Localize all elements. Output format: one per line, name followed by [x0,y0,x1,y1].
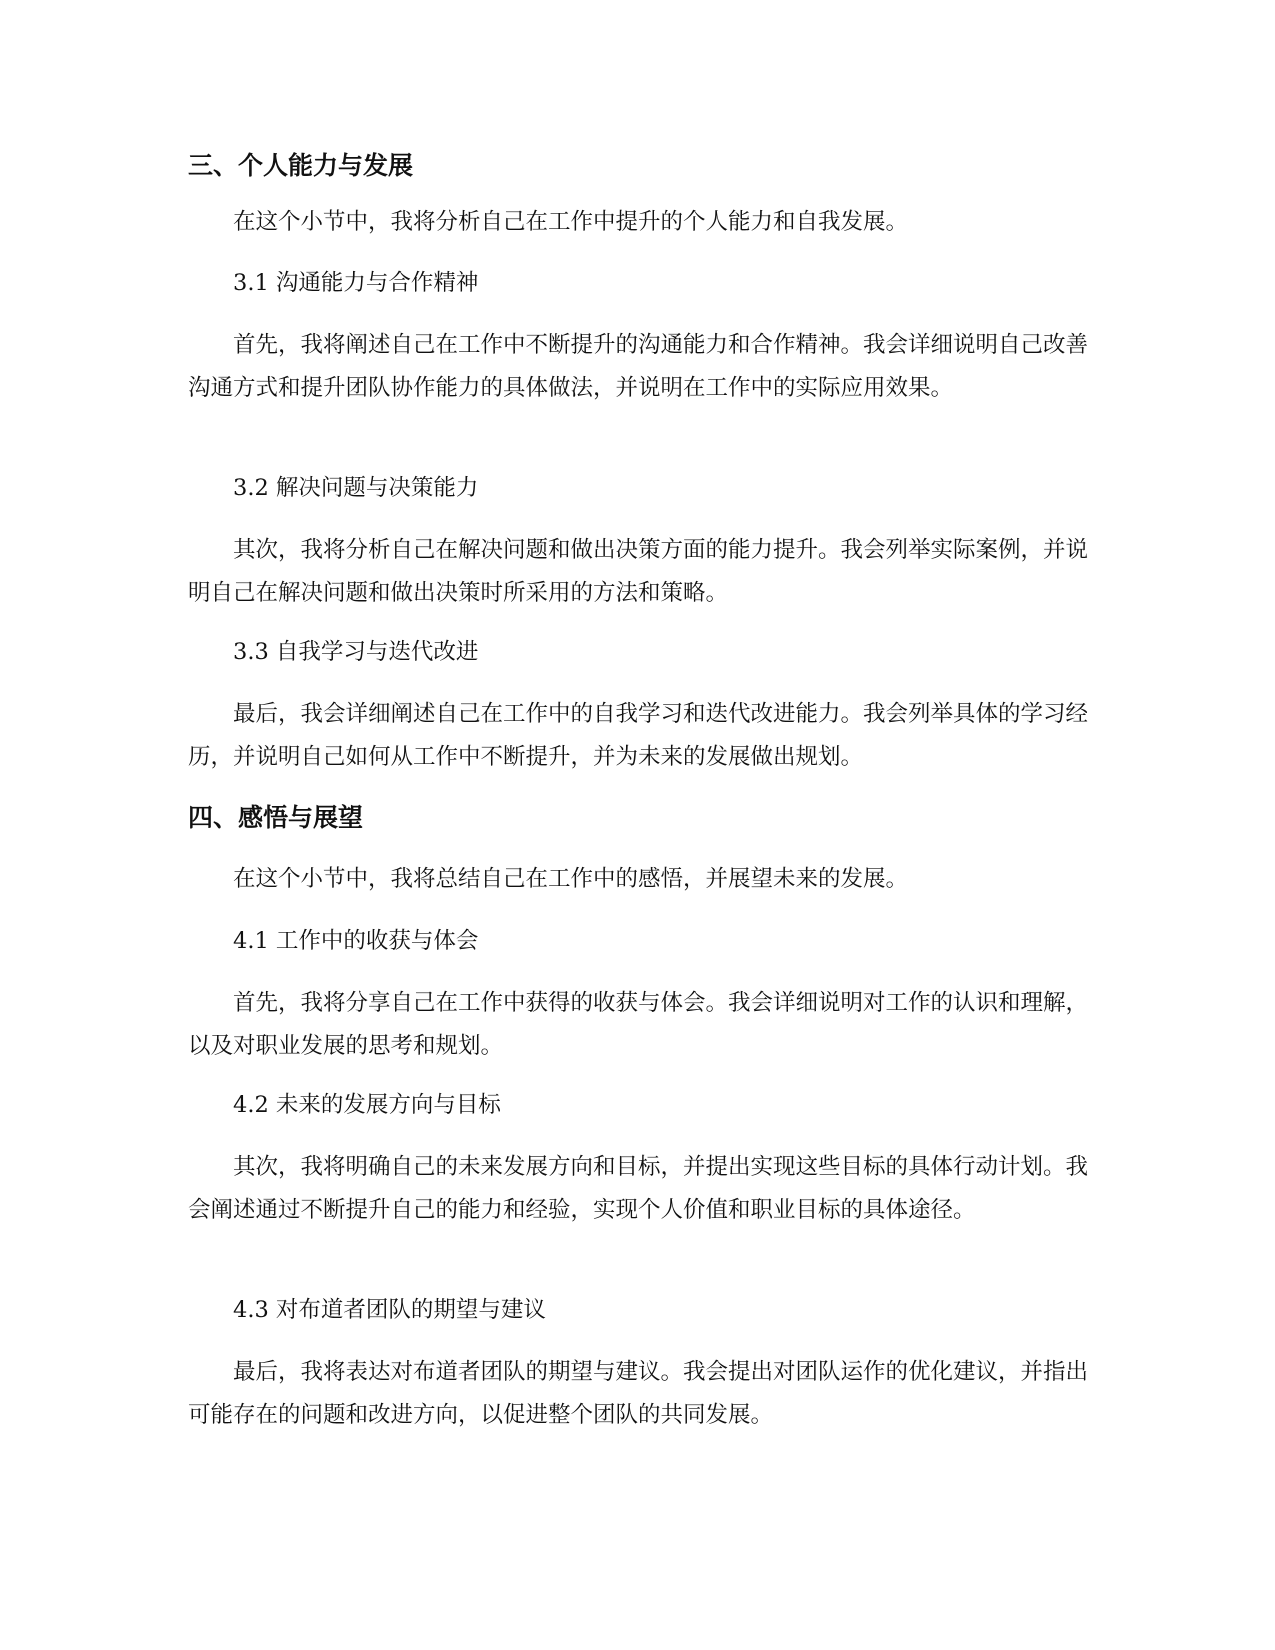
section-4-intro: 在这个小节中，我将总结自己在工作中的感悟，并展望未来的发展。 [233,866,909,892]
subsection-4-3-heading: 4.3 对布道者团队的期望与建议 [233,1297,546,1323]
subsection-3-2-body: 其次，我将分析自己在解决问题和做出决策方面的能力提升。我会列举实际案例，并说明自己在解决问题和做出决策时所采用的方法和策略。 [188,537,1089,606]
section-3-title: 三、个人能力与发展 [188,151,414,180]
subsection-3-1-body: 首先，我将阐述自己在工作中不断提升的沟通能力和合作精神。我会详细说明自己改善沟通方式和提升团队协作能力的具体做法，并说明在工作中的实际应用效果。 [188,332,1089,401]
subsection-3-2-heading: 3.2 解决问题与决策能力 [233,475,479,501]
section-3-intro: 在这个小节中，我将分析自己在工作中提升的个人能力和自我发展。 [233,209,909,235]
subsection-4-1-body: 首先，我将分享自己在工作中获得的收获与体会。我会详细说明对工作的认识和理解，以及对职业发展的思考和规划。 [188,990,1089,1059]
subsection-3-1-heading: 3.1 沟通能力与合作精神 [233,270,479,296]
section-4-title: 四、感悟与展望 [188,803,364,832]
subsection-4-1-heading: 4.1 工作中的收获与体会 [233,928,479,954]
subsection-4-2-body: 其次，我将明确自己的未来发展方向和目标，并提出实现这些目标的具体行动计划。我会阐述通过不断提升自己的能力和经验，实现个人价值和职业目标的具体途径。 [188,1154,1089,1223]
subsection-3-3-body: 最后，我会详细阐述自己在工作中的自我学习和迭代改进能力。我会列举具体的学习经历，并说明自己如何从工作中不断提升，并为未来的发展做出规划。 [188,701,1089,770]
subsection-3-3-heading: 3.3 自我学习与迭代改进 [233,639,479,665]
subsection-4-2-heading: 4.2 未来的发展方向与目标 [233,1092,501,1118]
subsection-4-3-body: 最后，我将表达对布道者团队的期望与建议。我会提出对团队运作的优化建议，并指出可能存在的问题和改进方向，以促进整个团队的共同发展。 [188,1359,1089,1428]
